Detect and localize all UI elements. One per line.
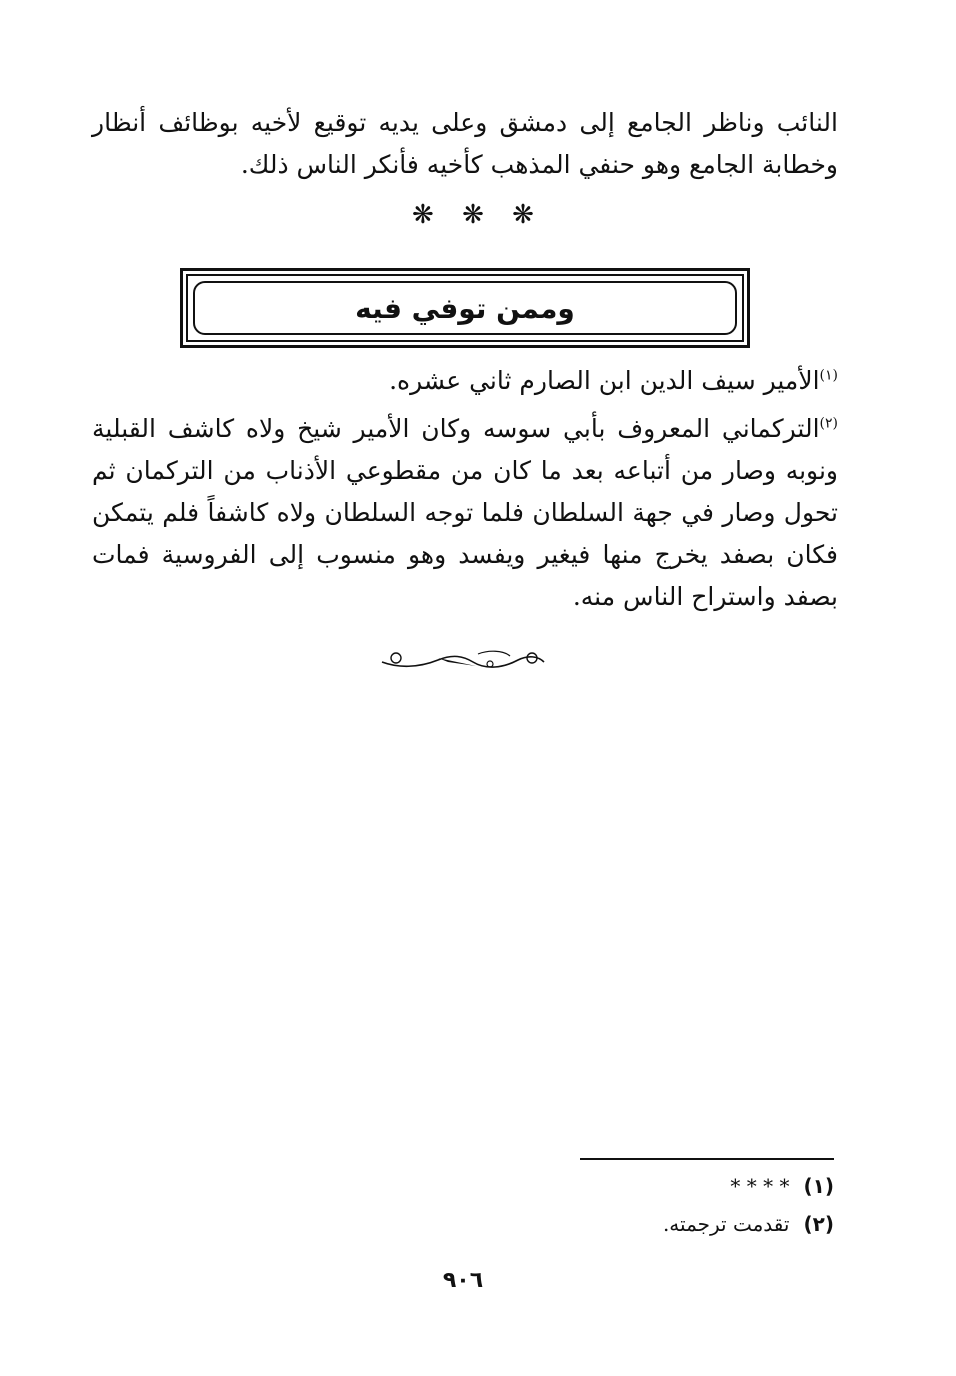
ornament-divider-icon [378, 646, 548, 676]
entry-paragraph-1 [92, 360, 838, 402]
footnote-marker-1[interactable]: (١) [819, 367, 838, 384]
entry-paragraph-2 [92, 408, 838, 618]
footnote-2 [663, 1212, 834, 1236]
section-heading-inner-frame [193, 281, 737, 335]
section-title: وممن توفي فيه [355, 291, 575, 325]
separator-stars: ❋ ❋ ❋ [412, 200, 544, 230]
intro-paragraph: النائب وناظر الجامع إلى دمشق وعلى يديه توقيع لأخيه بوظائف أنظار وخطابة الجامع وهو حنفي المذهب كأخيه فأنكر الناس ذلك. [92, 108, 838, 179]
entry-text-2: التركماني المعروف بأبي سوسه وكان الأمير شيخ ولاه كاشف القبلية ونوبه وصار من أتباعه بعد ما كان من مقطوعي الأذناب من التركمان ثم تحول وصار في جهة السلطان فلما توجه السلطان ولاه كاشفاً فلم يتمكن فكان بصفد يخرج منها فيغير ويفسد وهو منسوب إلى الفروسية فمات بصفد واستراح الناس منه. [92, 414, 838, 611]
footnote-number-1: (١) [803, 1174, 834, 1198]
footnote-1 [730, 1174, 834, 1198]
footnote-text-1: * * * * [730, 1174, 790, 1198]
section-heading-frame [180, 268, 750, 348]
footnote-text-2: تقدمت ترجمته. [662, 1212, 790, 1236]
entry-text-1: الأمير سيف الدين ابن الصارم ثاني عشره. [389, 366, 820, 395]
footnote-separator-rule [580, 1158, 834, 1160]
footnote-marker-2[interactable]: (٢) [819, 415, 838, 432]
footnote-number-2: (٢) [803, 1212, 834, 1236]
page-number: ٩٠٦ [442, 1268, 484, 1293]
